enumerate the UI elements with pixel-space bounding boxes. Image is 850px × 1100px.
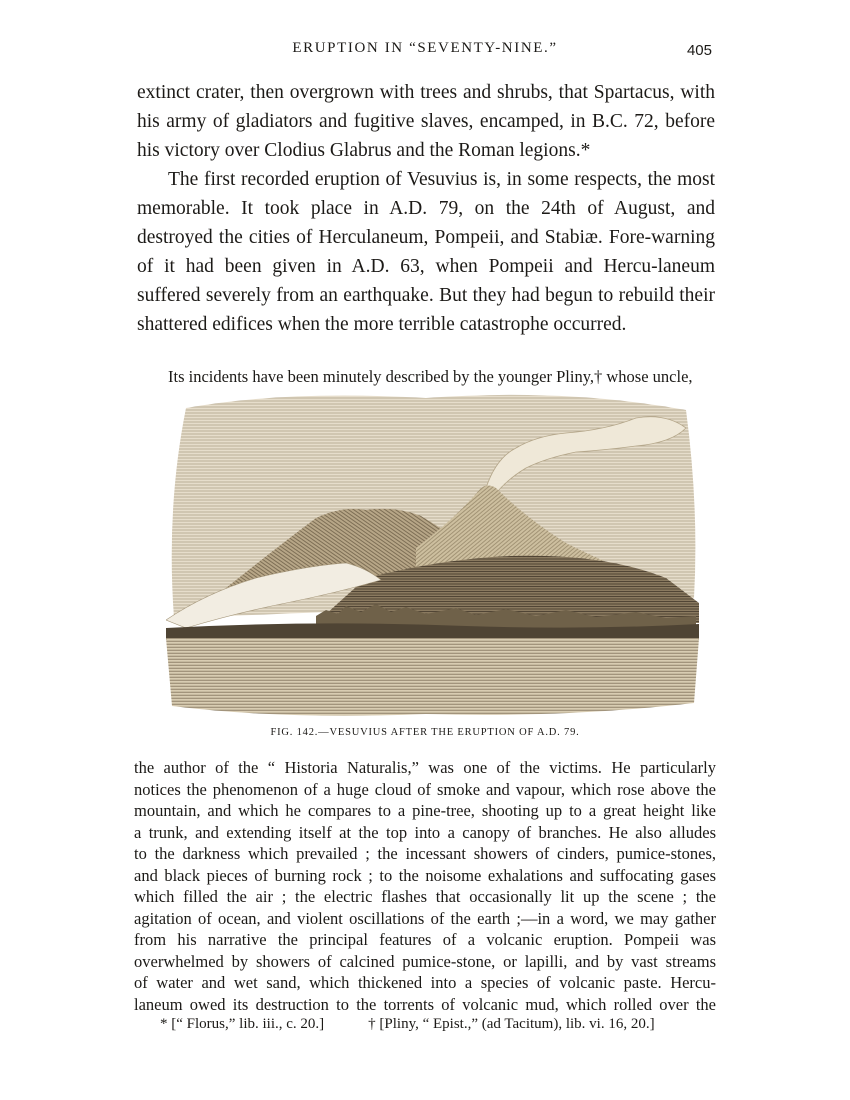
text-line: of water and wet sand, which thickened into a species of volcanic paste. Hercu- [134,973,716,992]
paragraph-pliny-lead: Its incidents have been minutely described by the younger Pliny,† whose uncle, [168,367,693,386]
text-line: overwhelmed by showers of calcined pumice-stone, or lapilli, and by vast streams [134,951,716,971]
text-line: notices the phenomenon of a huge cloud of smoke and vapour, which rose above the [134,779,716,799]
page-number: 405 [686,42,712,59]
upper-text-block [137,78,715,339]
running-title: ERUPTION IN “SEVENTY-NINE.” [292,40,558,56]
footnote-pliny: † [Pliny, “ Epist.,” (ad Tacitum), lib. vi. 16, 20.] [368,1016,655,1032]
figure-caption: FIG. 142.—VESUVIUS AFTER THE ERUPTION OF A.D. 79. [270,727,580,738]
text-line: agitation of ocean, and violent oscillations of the earth ;—in a word, we may gather [134,908,716,928]
text-line: mountain, and which he compares to a pine-tree, shooting up to a great height like [134,801,716,820]
footnotes [160,1014,720,1034]
text-line: from his narrative the principal features of a volcanic eruption. Pompeii was [134,930,716,949]
vesuvius-engraving [166,388,699,720]
text-line: laneum owed its destruction to the torrents of volcanic mud, which rolled over the [134,994,716,1014]
text-line: to the darkness which prevailed ; the incessant showers of cinders, pumice-stones, [134,844,716,863]
text-line: a trunk, and extending itself at the top into a canopy of branches. He also alludes [134,822,716,842]
lower-text-block [134,757,716,1015]
bay-of-naples [166,638,699,716]
text-line: which filled the air ; the electric flashes that occasionally lit up the scene ; the [134,887,716,906]
footnote-florus: * [“ Florus,” lib. iii., c. 20.] [160,1016,325,1032]
text-line: the author of the “ Historia Naturalis,” was one of the victims. He particularly [134,758,716,777]
engraving-illustration [166,388,699,720]
paragraph-spartacus: extinct crater, then overgrown with trees and shrubs, that Spartacus, with his army of gladiators and fugitive slaves, encamped, in B.C. 72, before his victory over Clodius Glabrus and the Roman legions.* [137,82,715,161]
text-line: and black pieces of burning rock ; to the noisome exhalations and suffocating gases [134,865,716,885]
running-head [0,36,850,60]
paragraph-first-eruption: The first recorded eruption of Vesuvius is, in some respects, the most memorable. It took place in A.D. 79, on the 24th of August, and destroyed the cities of Herculaneum, Pompeii, and Stabiæ. Fore-warning of it had been given in A.D. 63, when Pompeii and Hercu-laneum suffered severely from an earthquake. But they had begun to rebuild their shattered edifices when the more terrible catastrophe occurred. [137,169,715,335]
